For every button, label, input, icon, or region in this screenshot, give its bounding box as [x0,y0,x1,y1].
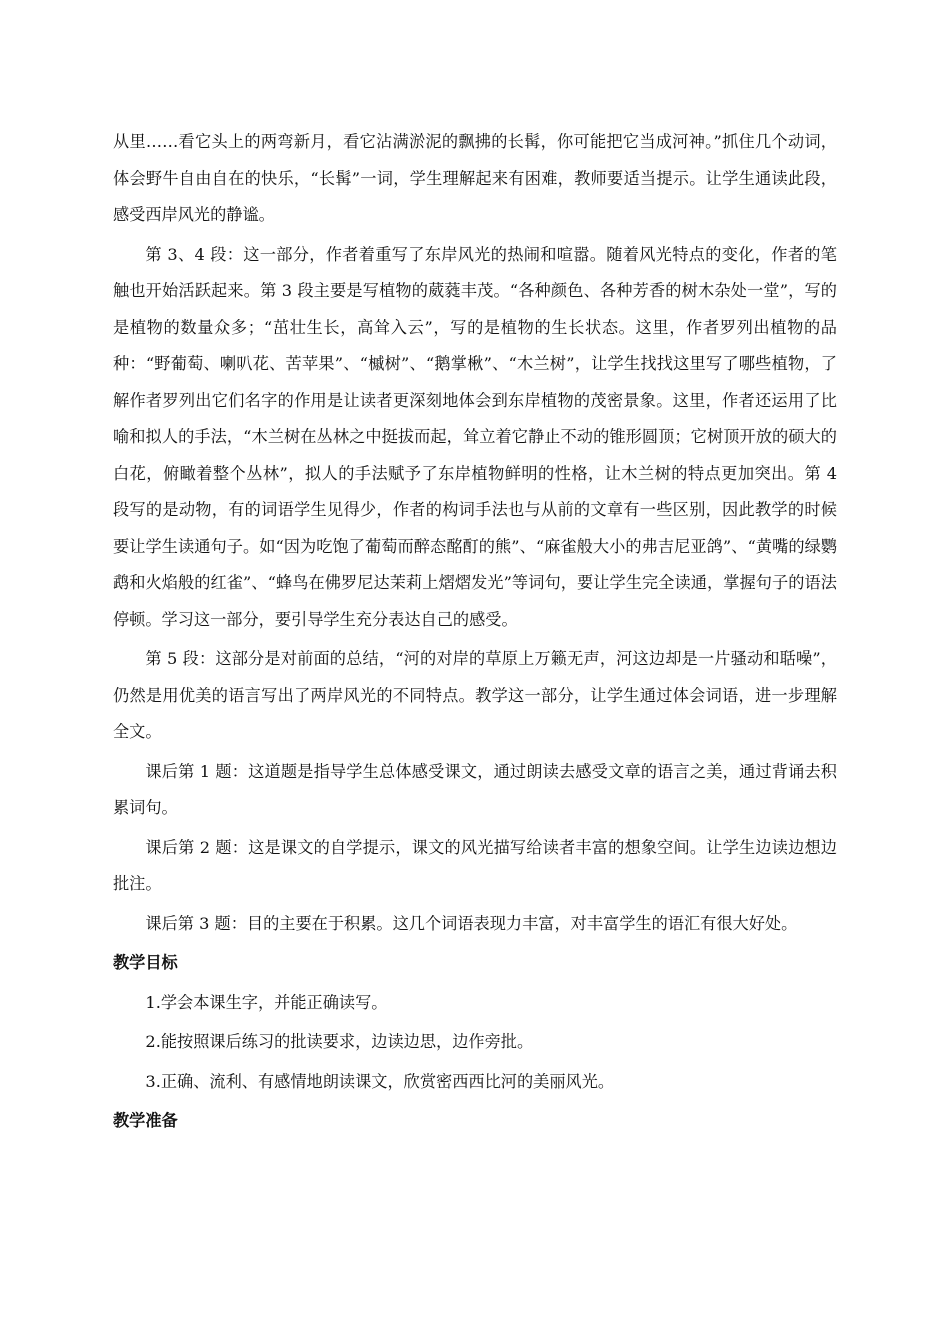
paragraph-section-5: 第 5 段：这部分是对前面的总结，“河的对岸的草原上万籁无声，河这边却是一片骚动和聒噪”，仍然是用优美的语言写出了两岸风光的不同特点。教学这一部分，让学生通过体会词语，进一步理解全文。 [113,649,837,741]
goal-item-1: 1.学会本课生字，并能正确读写。 [145,992,388,1012]
heading-teaching-prep: 教学准备 [113,1111,178,1130]
goal-item-2: 2.能按照课后练习的批读要求，边读边思，边作旁批。 [145,1032,534,1051]
paragraph-west-bank: 从里……看它头上的两弯新月，看它沾满淤泥的飘拂的长髯，你可能把它当成河神。”抓住几个动词，体会野牛自由自在的快乐，“长髯”一词，学生理解起来有困难，教师要适当提示。让学生通读此段，感受西岸风光的静谧。 [113,132,837,224]
goal-item-3: 3.正确、流利、有感情地朗读课文，欣赏密西西比河的美丽风光。 [145,1071,615,1091]
document-body [113,124,837,1140]
paragraph-exercise-2: 课后第 2 题：这是课文的自学提示，课文的风光描写给读者丰富的想象空间。让学生边读边想边批注。 [113,837,837,893]
paragraph-exercise-1: 课后第 1 题：这道题是指导学生总体感受课文，通过朗读去感受文章的语言之美，通过背诵去积累词句。 [113,761,837,817]
heading-teaching-goals: 教学目标 [113,953,178,972]
paragraph-exercise-3: 课后第 3 题：目的主要在于积累。这几个词语表现力丰富，对丰富学生的语汇有很大好处。 [145,913,798,933]
paragraph-section-3-4: 第 3、4 段：这一部分，作者着重写了东岸风光的热闹和喧嚣。随着风光特点的变化，作者的笔触也开始活跃起来。第 3 段主要是写植物的葳蕤丰茂。“各种颜色、各种芳香的树木杂处一堂”，写的是植物的数量众多；“茁壮生长，高耸入云”，写的是植物的生长状态。这里，作者罗列出植物的品种：“野葡萄、喇叭花、苦苹果”、“槭树”、“鹅掌楸”、“木兰树”，让学生找找这里写了哪些植物，了解作者罗列出它们名字的作用是让读者更深刻地体会到东岸植物的茂密景象。这里，作者还运用了比喻和拟人的手法，“木兰树在丛林之中挺拔而起，耸立着它静止不动的锥形圆顶；它树顶开放的硕大的白花，俯瞰着整个丛林”，拟人的手法赋予了东岸植物鲜明的性格，让木兰树的特点更加突出。第 4 段写的是动物，有的词语学生见得少，作者的构词手法也与从前的文章有一些区别，因此教学的时候要让学生读通句子。如“因为吃饱了葡萄而醉态酩酊的熊”、“麻雀般大小的弗吉尼亚鸽”、“黄嘴的绿鹦鹉和火焰般的红雀”、“蜂鸟在佛罗尼达茉莉上熠熠发光”等词句，要让学生完全读通，掌握句子的语法停顿。学习这一部分，要引导学生充分表达自己的感受。 [113,244,837,629]
